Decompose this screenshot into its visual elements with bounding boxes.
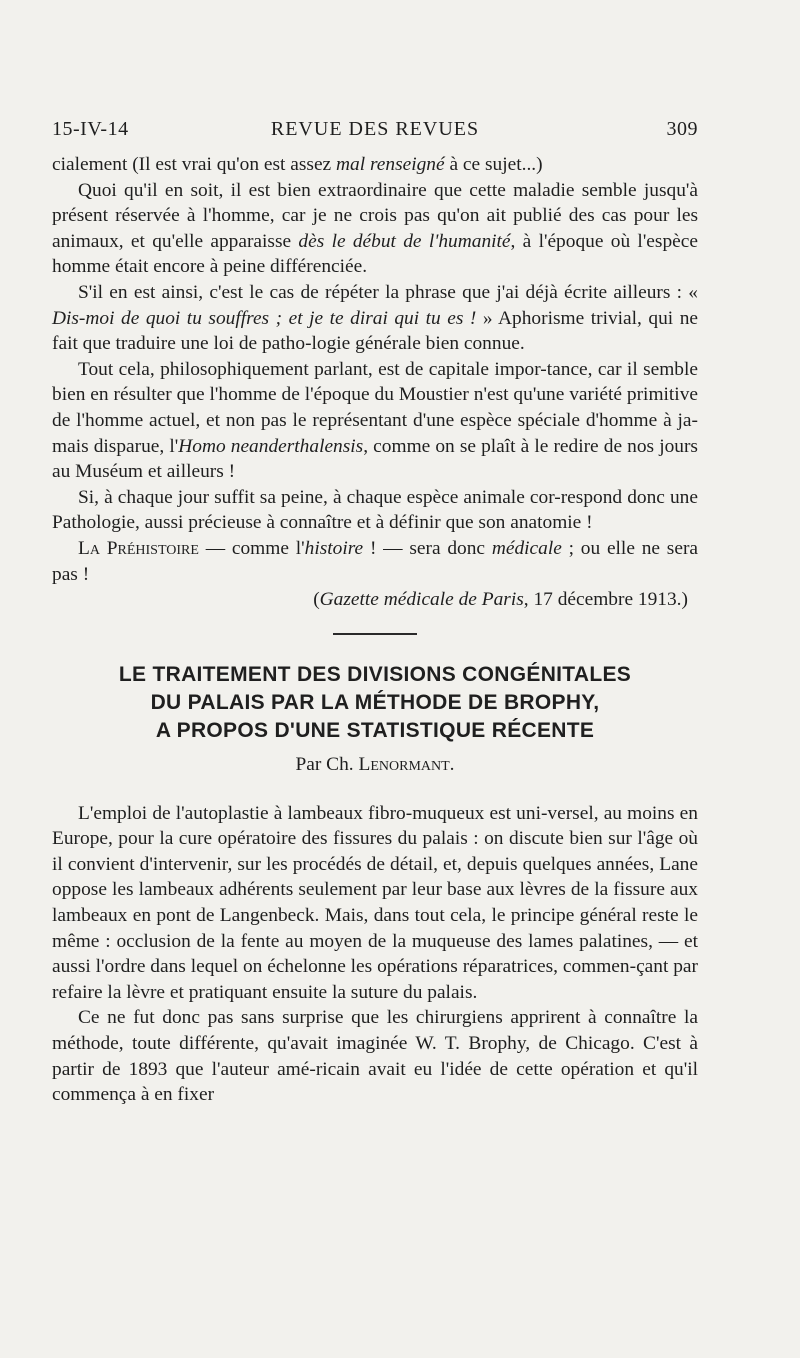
article-body [52,801,698,1108]
source-citation: (Gazette médicale de Paris, 17 décembre 1913.) [313,589,688,611]
section-divider [333,633,417,635]
header-journal-title: REVUE DES REVUES [270,118,480,140]
page [52,118,698,1108]
page-number: 309 [666,118,698,140]
paragraph: S'il en est ainsi, c'est le cas de répéter la phrase que j'ai déjà écrite ailleurs : « Dis-moi de quoi tu souffres ; et je te dirai qui tu es ! » Aphorisme trivial, qui ne fait que traduire une loi de patho-logie générale bien connue. [52,281,698,355]
paragraph: Quoi qu'il en soit, il est bien extraordinaire que cette maladie semble jusqu'à présent réservée à l'homme, car je ne crois pas qu'on ait publié des cas pour les animaux, et qu'elle apparaisse dès le début de l'humanité, à l'époque où l'espèce homme était encore à peine différenciée. [52,179,698,278]
paragraph: Ce ne fut donc pas sans surprise que les chirurgiens apprirent à connaître la méthode, toute différente, qu'avait imaginée W. T. Brophy, de Chicago. C'est à partir de 1893 que l'auteur amé-ricain avait eu l'idée de cette opération et qu'il commença à en fixer [52,1007,698,1106]
paragraph: L'emploi de l'autoplastie à lambeaux fibro-muqueux est uni-versel, au moins en Europe, pour la cure opératoire des fissures du palais : on discute bien sur l'âge où il convient d'intervenir, sur les procédés de détail, et, depuis quelques années, Lane oppose les lambeaux adhérents seulement par leur base aux lèvres de la fissure aux lambeaux en pont de Langenbeck. Mais, dans tout cela, le principe général reste le même : occlusion de la fente au moyen de la muqueuse des lames palatines, — et aussi l'ordre dans lequel on échelonne les opérations réparatrices, commen-çant par refaire la lèvre et pratiquant ensuite la suture du palais. [52,802,698,1003]
article-title [52,661,698,745]
paragraph: cialement (Il est vrai qu'on est assez mal renseigné à ce sujet...) [52,154,543,175]
previous-article-ending [52,152,698,613]
paragraph: Tout cela, philosophiquement parlant, est de capitale impor-tance, car il semble bien en résulter que l'homme de l'époque du Moustier n'est qu'une variété primitive de l'homme actuel, et non pas le représentant d'une espèce spéciale d'homme à ja-mais disparue, l'Homo neanderthalensis, comme on se plaît à le redire de nos jours au Muséum et ailleurs ! [52,358,698,483]
title-line: DU PALAIS PAR LA MÉTHODE DE BROPHY, [150,690,600,714]
paragraph: La Préhistoire — comme l'histoire ! — sera donc médicale ; ou elle ne sera pas ! [52,537,699,585]
title-line: A PROPOS D'UNE STATISTIQUE RÉCENTE [155,718,595,742]
running-head [52,118,698,152]
paragraph: Si, à chaque jour suffit sa peine, à chaque espèce animale cor-respond donc une Pathologie, aussi précieuse à connaître et à définir que son anatomie ! [52,486,698,534]
byline: Par Ch. Lenormant. [295,753,455,775]
header-date: 15-IV-14 [52,118,129,140]
title-line: LE TRAITEMENT DES DIVISIONS CONGÉNITALES [118,662,632,686]
